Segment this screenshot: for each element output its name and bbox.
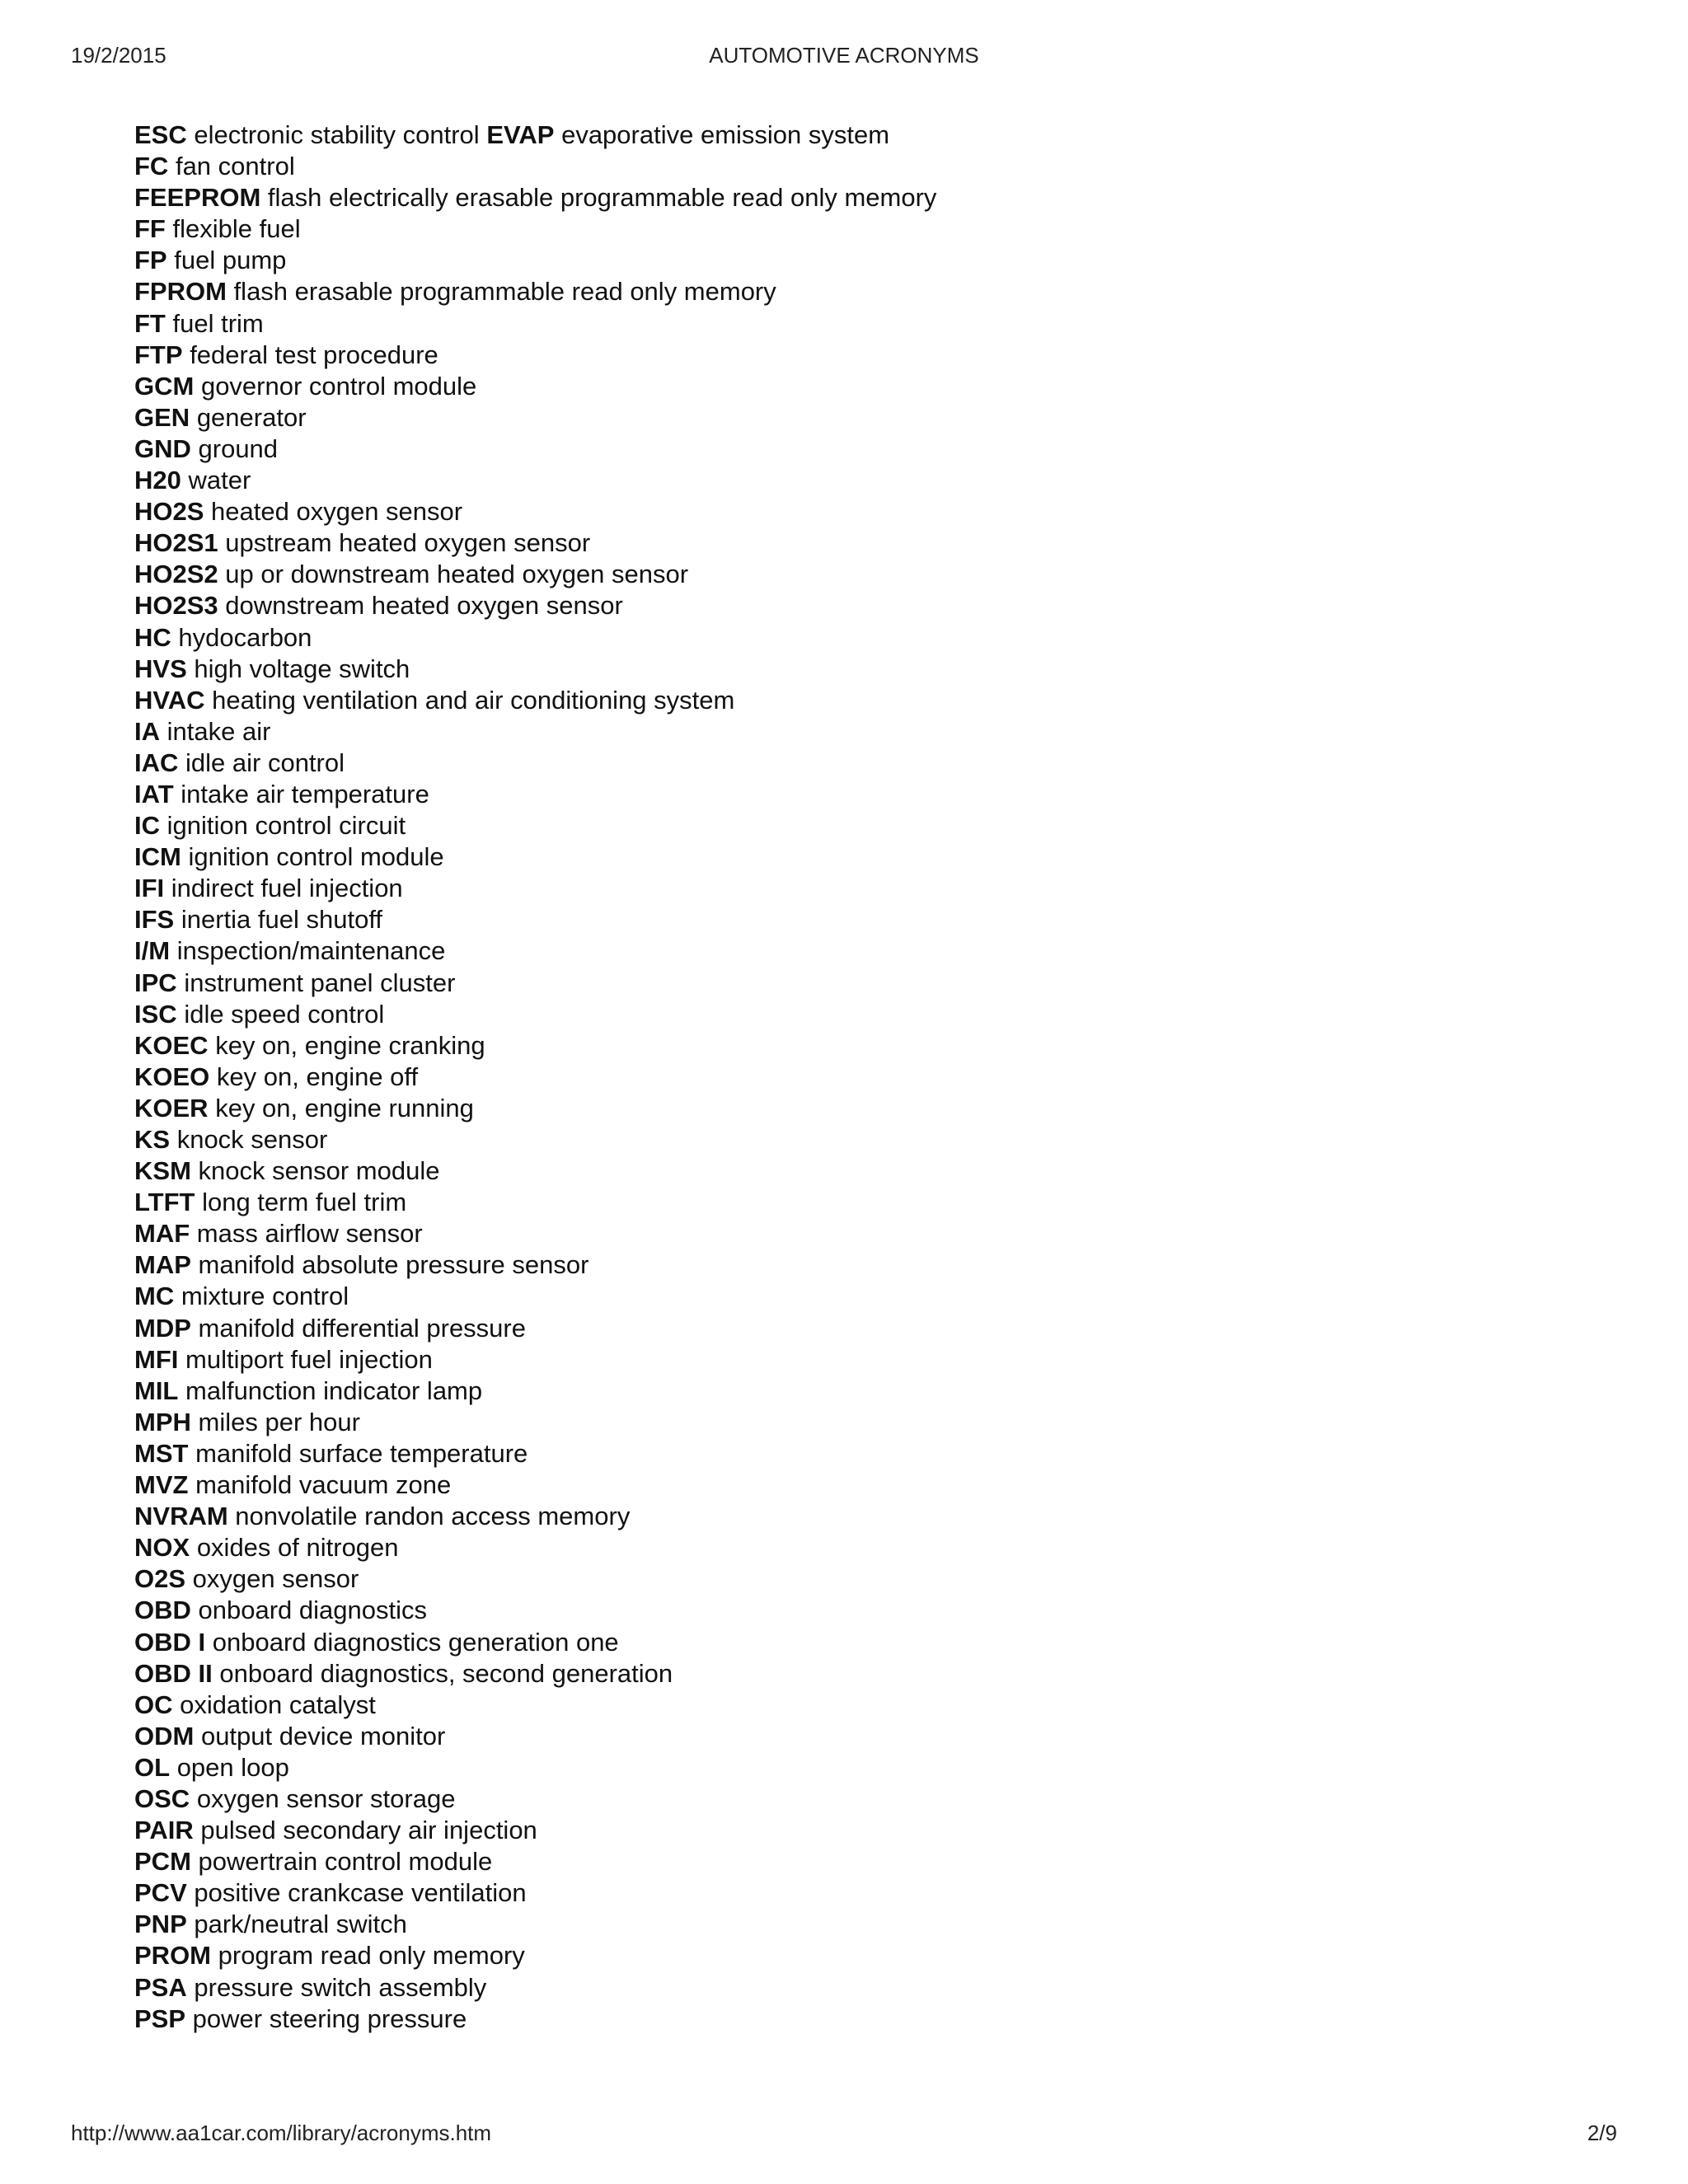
acronym-entry — [134, 1407, 936, 1438]
acronym-term: FEEPROM — [134, 183, 261, 213]
acronym-entry — [134, 841, 936, 873]
acronym-term: OSC — [134, 1783, 190, 1813]
acronym-definition: federal test procedure — [190, 340, 438, 369]
acronym-term: FTP — [134, 340, 183, 369]
acronym-term: PAIR — [134, 1816, 194, 1845]
acronym-definition: ground — [198, 434, 279, 463]
acronym-entry — [134, 999, 936, 1030]
acronym-entry — [134, 1469, 936, 1501]
acronym-term: ICM — [134, 842, 181, 872]
acronym-term: OC — [134, 1690, 173, 1719]
source-url: http://www.aa1car.com/library/acronyms.htm — [71, 2121, 492, 2145]
acronym-term: PNP — [134, 1910, 187, 1939]
acronym-entry — [134, 1940, 936, 1971]
acronym-term: IC — [134, 811, 160, 841]
acronym-entry — [134, 1218, 936, 1249]
acronym-term: KOEC — [134, 1030, 209, 1060]
acronym-entry — [134, 779, 936, 810]
acronym-term: PCV — [134, 1878, 187, 1908]
acronym-entry — [134, 968, 936, 999]
acronym-definition: knock sensor module — [198, 1156, 440, 1186]
acronym-term: EVAP — [486, 120, 555, 149]
acronym-entry — [134, 402, 936, 434]
acronym-entry — [134, 527, 936, 559]
acronym-term: MVZ — [134, 1470, 189, 1500]
acronym-entry — [134, 1313, 936, 1344]
acronym-entry — [134, 1721, 936, 1752]
acronym-term: HO2S1 — [134, 528, 218, 558]
acronym-entry — [134, 371, 936, 402]
acronym-definition: inertia fuel shutoff — [181, 905, 382, 935]
acronym-definition: oxides of nitrogen — [196, 1533, 399, 1563]
acronym-term: IFI — [134, 874, 165, 903]
acronym-entry — [134, 1563, 936, 1595]
acronym-term: NVRAM — [134, 1502, 228, 1531]
acronym-entry — [134, 1187, 936, 1218]
acronym-definition: malfunction indicator lamp — [185, 1376, 483, 1405]
acronym-definition: pressure switch assembly — [194, 1972, 487, 2002]
acronym-entry — [134, 590, 936, 621]
acronym-term: H20 — [134, 466, 181, 495]
acronym-entry — [134, 1438, 936, 1469]
acronym-term: HO2S2 — [134, 560, 218, 589]
acronym-definition: ignition control module — [188, 842, 444, 872]
acronym-term: OBD — [134, 1596, 191, 1625]
acronym-term: HVAC — [134, 685, 205, 715]
acronym-entry — [134, 2004, 936, 2035]
acronym-definition: intake air temperature — [181, 779, 429, 808]
acronym-entry — [134, 1595, 936, 1626]
acronym-term: PSA — [134, 1972, 187, 2002]
acronym-definition: evaporative emission system — [561, 120, 890, 149]
acronym-term: OL — [134, 1752, 171, 1782]
acronym-definition: intake air — [166, 716, 271, 746]
acronym-entry — [134, 685, 936, 716]
acronym-term: IA — [134, 716, 160, 746]
acronym-definition: manifold absolute pressure sensor — [198, 1250, 589, 1280]
acronym-term: HO2S3 — [134, 591, 218, 621]
acronym-term: GND — [134, 434, 191, 463]
acronym-definition: generator — [196, 402, 307, 432]
page-title: AUTOMOTIVE ACRONYMS — [709, 43, 979, 68]
acronym-entry — [134, 1690, 936, 1721]
acronym-definition: nonvolatile randon access memory — [235, 1502, 631, 1531]
acronym-term: KOEO — [134, 1062, 210, 1091]
acronym-term: OBD II — [134, 1658, 213, 1688]
acronym-term: KSM — [134, 1156, 191, 1186]
acronym-entry — [134, 1062, 936, 1093]
acronym-entry — [134, 276, 936, 307]
acronym-entry — [134, 308, 936, 340]
acronym-term: IAC — [134, 748, 179, 777]
acronym-entry — [134, 1093, 936, 1124]
acronym-entry — [134, 151, 936, 182]
acronym-definition: electronic stability control — [194, 120, 480, 149]
acronym-definition: idle air control — [185, 748, 345, 777]
acronym-term: KOER — [134, 1093, 209, 1122]
acronym-term: MST — [134, 1438, 189, 1468]
acronym-entry — [134, 1972, 936, 2004]
acronym-entry — [134, 120, 936, 151]
acronym-entry — [134, 935, 936, 967]
acronym-entry — [134, 654, 936, 685]
acronym-term: IFS — [134, 905, 175, 935]
acronym-term: LTFT — [134, 1188, 195, 1217]
acronym-definition: up or downstream heated oxygen sensor — [225, 560, 689, 589]
acronym-entry — [134, 182, 936, 213]
acronym-entry — [134, 873, 936, 904]
acronym-term: O2S — [134, 1564, 186, 1594]
acronym-entry — [134, 559, 936, 590]
acronym-entry — [134, 1376, 936, 1407]
acronym-entry — [134, 748, 936, 779]
acronym-term: PSP — [134, 2004, 186, 2033]
acronym-term: IPC — [134, 968, 177, 997]
acronym-definition: power steering pressure — [192, 2004, 467, 2033]
acronym-term: GCM — [134, 371, 195, 401]
acronym-definition: downstream heated oxygen sensor — [225, 591, 623, 621]
acronym-definition: program read only memory — [218, 1941, 525, 1971]
acronym-entry — [134, 1877, 936, 1909]
acronym-definition: water — [188, 466, 251, 495]
acronym-entry — [134, 1155, 936, 1187]
acronym-definition: manifold differential pressure — [198, 1313, 526, 1343]
acronym-definition: onboard diagnostics, second generation — [219, 1658, 673, 1688]
acronym-definition: key on, engine off — [216, 1062, 419, 1091]
acronym-term: I/M — [134, 936, 171, 966]
acronym-entry — [134, 716, 936, 748]
acronym-definition: oxidation catalyst — [180, 1690, 376, 1719]
acronym-term: NOX — [134, 1533, 190, 1563]
acronym-term: MFI — [134, 1344, 179, 1374]
acronym-entry — [134, 496, 936, 527]
acronym-definition: flash electrically erasable programmable read only memory — [267, 183, 937, 213]
acronym-entry — [134, 1783, 936, 1815]
acronym-term: HC — [134, 622, 171, 652]
acronym-entry — [134, 465, 936, 496]
acronym-term: MAP — [134, 1250, 191, 1280]
acronym-definition: output device monitor — [200, 1721, 446, 1750]
acronym-definition: mixture control — [181, 1282, 349, 1311]
acronym-entry — [134, 1124, 936, 1155]
acronym-definition: flexible fuel — [172, 214, 301, 244]
acronym-entry — [134, 1752, 936, 1783]
acronym-definition: powertrain control module — [198, 1847, 493, 1877]
acronym-entry — [134, 1658, 936, 1690]
acronym-entry — [134, 213, 936, 245]
acronym-term: HO2S — [134, 497, 204, 527]
acronym-term: FT — [134, 308, 166, 338]
acronym-entry — [134, 1281, 936, 1312]
acronym-term: OBD I — [134, 1627, 206, 1657]
acronym-term: PCM — [134, 1847, 191, 1877]
acronym-entry — [134, 1815, 936, 1846]
acronym-entry — [134, 340, 936, 371]
acronym-entry — [134, 904, 936, 935]
acronym-term: PROM — [134, 1941, 211, 1971]
acronym-term: ESC — [134, 120, 187, 149]
acronym-definition: fuel pump — [174, 246, 287, 275]
acronym-definition: pulsed secondary air injection — [200, 1816, 537, 1845]
acronym-entry — [134, 1532, 936, 1563]
acronym-definition: oxygen sensor storage — [196, 1783, 456, 1813]
acronym-definition: heating ventilation and air conditioning system — [212, 685, 735, 715]
acronym-term: FC — [134, 152, 169, 181]
acronym-term: MAF — [134, 1219, 190, 1249]
acronym-term: FPROM — [134, 277, 227, 307]
acronym-definition: upstream heated oxygen sensor — [225, 528, 591, 558]
acronym-term: MC — [134, 1282, 175, 1311]
acronym-entry — [134, 1909, 936, 1940]
acronym-entry — [134, 1344, 936, 1376]
acronym-term: FP — [134, 246, 167, 275]
acronym-definition: oxygen sensor — [192, 1564, 359, 1594]
acronym-definition: fan control — [175, 152, 295, 181]
acronym-definition: fuel trim — [172, 308, 264, 338]
acronym-entry — [134, 245, 936, 276]
acronym-entry — [134, 1501, 936, 1532]
acronym-term: ODM — [134, 1721, 195, 1750]
acronym-term: MIL — [134, 1376, 179, 1405]
acronym-definition: inspection/maintenance — [176, 936, 446, 966]
acronym-term: ISC — [134, 999, 177, 1029]
acronym-definition: indirect fuel injection — [171, 874, 403, 903]
acronym-entry — [134, 622, 936, 654]
acronym-definition: long term fuel trim — [202, 1188, 407, 1217]
acronym-definition: ignition control circuit — [166, 811, 406, 841]
acronym-term: IAT — [134, 779, 174, 808]
acronym-definition: positive crankcase ventilation — [194, 1878, 527, 1908]
acronym-definition: governor control module — [200, 371, 477, 401]
acronym-definition: high voltage switch — [194, 654, 410, 683]
acronym-entry — [134, 1249, 936, 1281]
acronym-definition: key on, engine running — [215, 1093, 474, 1122]
acronym-entry — [134, 1030, 936, 1062]
acronym-definition: knock sensor — [176, 1125, 328, 1154]
acronym-definition: onboard diagnostics generation one — [212, 1627, 619, 1657]
acronym-term: MPH — [134, 1407, 191, 1436]
acronym-definition: heated oxygen sensor — [211, 497, 463, 527]
print-date: 19/2/2015 — [71, 43, 166, 68]
acronym-list — [134, 120, 936, 2035]
acronym-definition: manifold vacuum zone — [195, 1470, 452, 1500]
acronym-definition: miles per hour — [198, 1407, 360, 1436]
acronym-entry — [134, 1627, 936, 1658]
acronym-definition: key on, engine cranking — [215, 1030, 485, 1060]
acronym-definition: idle speed control — [184, 999, 385, 1029]
acronym-term: GEN — [134, 402, 190, 432]
acronym-term: HVS — [134, 654, 187, 683]
acronym-definition: manifold surface temperature — [195, 1438, 528, 1468]
acronym-definition: park/neutral switch — [194, 1910, 407, 1939]
acronym-definition: hydocarbon — [178, 622, 312, 652]
acronym-definition: onboard diagnostics — [198, 1596, 427, 1625]
acronym-definition: flash erasable programmable read only memory — [233, 277, 776, 307]
acronym-term: FF — [134, 214, 166, 244]
acronym-definition: instrument panel cluster — [184, 968, 456, 997]
page-number: 2/9 — [1587, 2121, 1617, 2145]
acronym-entry — [134, 434, 936, 465]
acronym-term: MDP — [134, 1313, 191, 1343]
acronym-entry — [134, 1846, 936, 1877]
acronym-definition: open loop — [176, 1752, 289, 1782]
acronym-definition: multiport fuel injection — [185, 1344, 433, 1374]
acronym-definition: mass airflow sensor — [196, 1219, 423, 1249]
acronym-entry — [134, 810, 936, 841]
acronym-term: KS — [134, 1125, 171, 1154]
